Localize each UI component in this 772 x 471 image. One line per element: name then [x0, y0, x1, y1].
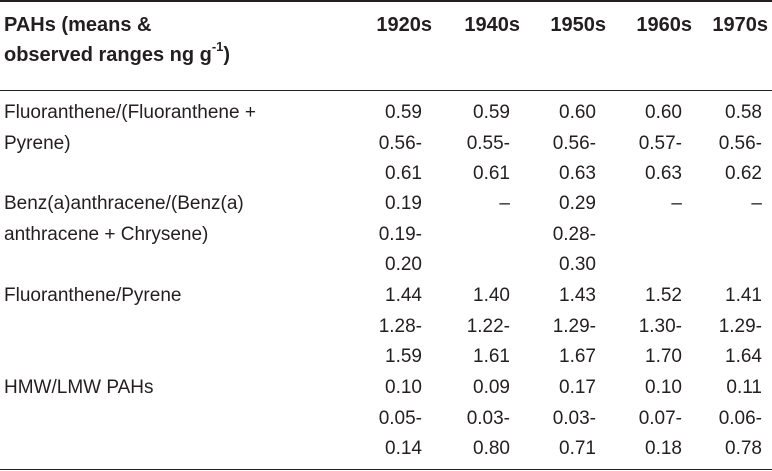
row-label: Benz(a)anthracene/(Benz(a) anthracene + Chrysene) [4, 193, 244, 245]
header-decade-1970s: 1970s [712, 14, 768, 36]
table-cell: 1.41 1.29- 1.64 [718, 285, 762, 367]
table-cell: 0.59 0.55- 0.61 [466, 102, 510, 184]
header-label-line2: observed ranges ng $g^{-1}$) [4, 39, 231, 66]
table-cell: 0.11 0.06- 0.78 [718, 377, 762, 459]
table-cell: – [499, 193, 510, 214]
header-decade-1920s: 1920s [376, 14, 432, 36]
table-cell: 0.29 0.28- 0.30 [552, 193, 596, 275]
header-label-line1: PAHs (means & [4, 14, 152, 36]
header-decade-1950s: 1950s [550, 14, 606, 36]
table-cell: 1.40 1.22- 1.61 [466, 285, 510, 367]
table-cell: 0.60 0.56- 0.63 [552, 102, 596, 184]
table-cell: – [751, 193, 762, 214]
table-header [0, 10, 772, 80]
table-cell: 0.60 0.57- 0.63 [638, 102, 682, 184]
table-cell: 1.44 1.28- 1.59 [378, 285, 422, 367]
bottom-rule [0, 469, 772, 470]
table-cell: 0.17 0.03- 0.71 [552, 377, 596, 459]
header-label [4, 10, 324, 70]
table-cell: 0.19 0.19- 0.20 [378, 193, 422, 275]
header-decade-1940s: 1940s [464, 14, 520, 36]
top-rule [0, 0, 772, 2]
header-decade-1960s: 1960s [636, 14, 692, 36]
row-label: Fluoranthene/Pyrene [4, 285, 182, 306]
table-cell: – [671, 193, 682, 214]
table-cell: 0.10 0.05- 0.14 [378, 377, 422, 459]
table-cell: 0.58 0.56- 0.62 [718, 102, 762, 184]
table-cell: 1.52 1.30- 1.70 [638, 285, 682, 367]
table-cell: 1.43 1.29- 1.67 [552, 285, 596, 367]
header-rule [0, 90, 772, 91]
table-cell: 0.09 0.03- 0.80 [466, 377, 510, 459]
row-label: HMW/LMW PAHs [4, 377, 154, 398]
table-cell: 0.59 0.56- 0.61 [378, 102, 422, 184]
table-cell: 0.10 0.07- 0.18 [638, 377, 682, 459]
row-label: Fluoranthene/(Fluoranthene + Pyrene) [4, 102, 256, 154]
